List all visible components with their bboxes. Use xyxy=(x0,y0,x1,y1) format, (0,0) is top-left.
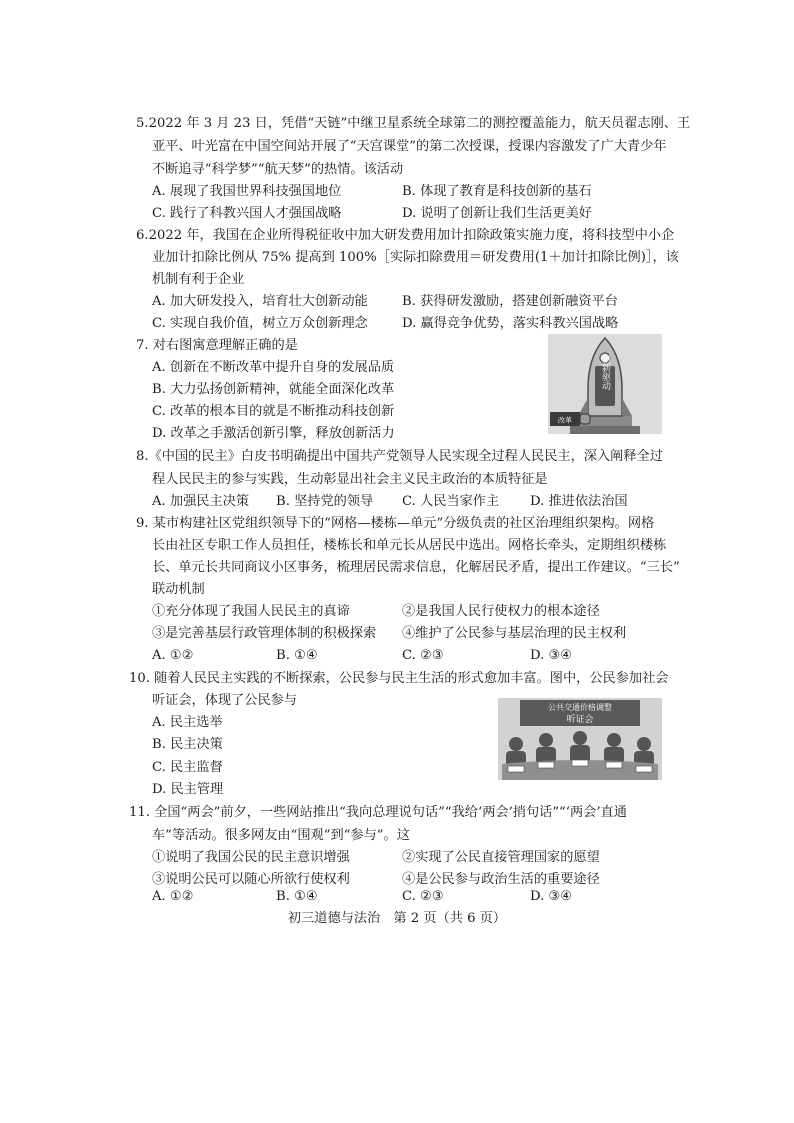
q9-statement-4: ④维护了公民参与基层治理的民主权利 xyxy=(402,626,627,641)
q8-option-b: B. 坚持党的领导 xyxy=(276,494,374,509)
q11-statement-4: ④是公民参与政治生活的重要途径 xyxy=(402,872,600,887)
q8-line-1: 8.《中国的民主》白皮书明确提出中国共产党领导人民实现全过程人民民主，深入阐释全过 xyxy=(136,449,663,464)
q5-line-3: 不断追寻“科学梦”“航天梦”的热情。该活动 xyxy=(152,162,404,177)
rocket-label: 创新驱动 xyxy=(600,354,610,390)
q5-option-b: B. 体现了教育是科技创新的基石 xyxy=(402,184,592,199)
q6-line-1: 6.2022 年，我国在企业所得税征收中加大研发费用加计扣除政策实施力度，将科技型中小企 xyxy=(136,228,675,243)
q9-statement-1: ①充分体现了我国人民民主的真谛 xyxy=(152,604,350,619)
q7-option-a: A. 创新在不断改革中提升自身的发展品质 xyxy=(152,360,395,375)
q7-option-d: D. 改革之手激活创新引擎，释放创新活力 xyxy=(152,426,395,441)
q7-option-c: C. 改革的根本目的就是不断推动科技创新 xyxy=(152,404,395,419)
q8-option-d: D. 推进依法治国 xyxy=(530,494,628,509)
q11-option-d: D. ③④ xyxy=(530,889,573,904)
q6-option-c: C. 实现自我价值，树立万众创新理念 xyxy=(152,316,368,331)
q5-option-c: C. 践行了科教兴国人才强国战略 xyxy=(152,206,342,221)
q11-statement-2: ②实现了公民直接管理国家的愿望 xyxy=(402,850,600,865)
q9-line-1: 9. 某市构建社区党组织领导下的“网格—楼栋—单元”分级负责的社区治理组织架构。网格 xyxy=(136,516,655,531)
q5-option-a: A. 展现了我国世界科技强国地位 xyxy=(152,184,342,199)
q11-line-2: 车”等活动。很多网友由“围观”到“参与”。这 xyxy=(152,828,410,843)
q11-option-b: B. ①④ xyxy=(276,889,318,904)
q9-option-c: C. ②③ xyxy=(402,648,444,663)
q10-line-2: 听证会，体现了公民参与 xyxy=(152,693,298,708)
q6-line-2: 业加计扣除比例从 75% 提高到 100%［实际扣除费用＝研发费用(1＋加计扣除比例)］，该 xyxy=(152,250,679,265)
q9-line-2: 长由社区专职工作人员担任，楼栋长和单元长从居民中选出。网格长牵头，定期组织楼栋 xyxy=(152,538,667,553)
q5-line-1: 5.2022 年 3 月 23 日，凭借“天链”中继卫星系统全球第二的测控覆盖能力，航天员翟志刚、王 xyxy=(136,116,691,131)
q9-line-4: 联动机制 xyxy=(152,582,205,597)
q10-option-a: A. 民主选举 xyxy=(152,715,223,730)
q7-option-b: B. 大力弘扬创新精神，就能全面深化改革 xyxy=(152,382,395,397)
q11-line-1: 11. 全国“两会”前夕，一些网站推出“我向总理说句话”“我给‘两会’捎句话”“‘两会’直通 xyxy=(129,805,627,820)
rocket-illustration xyxy=(548,334,662,434)
q11-option-a: A. ①② xyxy=(152,889,194,904)
q8-option-a: A. 加强民主决策 xyxy=(152,494,250,509)
q6-line-3: 机制有利于企业 xyxy=(152,272,245,287)
q5-line-2: 亚平、叶光富在中国空间站开展了“天宫课堂”的第二次授课，授课内容激发了广大青少年 xyxy=(152,139,667,154)
q9-line-3: 长、单元长共同商议小区事务，梳理居民需求信息，化解居民矛盾，提出工作建议。“三长” xyxy=(152,560,680,575)
q6-option-b: B. 获得研发激励，搭建创新融资平台 xyxy=(402,294,618,309)
q10-option-b: B. 民主决策 xyxy=(152,737,223,752)
q11-statement-3: ③说明公民可以随心所欲行使权利 xyxy=(152,872,350,887)
reform-label: 改革 xyxy=(558,416,572,425)
q10-option-c: C. 民主监督 xyxy=(152,760,223,775)
page-footer: 初三道德与法治 第 2 页（共 6 页） xyxy=(287,911,507,926)
q11-option-c: C. ②③ xyxy=(402,889,444,904)
hearing-banner-top: 公共交通价格调整 xyxy=(548,703,612,712)
q8-option-c: C. 人民当家作主 xyxy=(402,494,500,509)
q6-option-a: A. 加大研发投入，培育壮大创新动能 xyxy=(152,294,368,309)
q7-line-1: 7. 对右图寓意理解正确的是 xyxy=(136,338,298,353)
q8-line-2: 程人民民主的参与实践，生动彰显出社会主义民主政治的本质特征是 xyxy=(152,472,548,487)
hearing-banner-bottom: 听证会 xyxy=(566,715,594,725)
hearing-figure xyxy=(498,698,662,780)
q10-line-1: 10. 随着人民民主实践的不断探索，公民参与民主生活的形式愈加丰富。图中，公民参加社会 xyxy=(129,671,669,686)
q11-statement-1: ①说明了我国公民的民主意识增强 xyxy=(152,850,350,865)
rocket-figure xyxy=(548,334,662,434)
q5-option-d: D. 说明了创新让我们生活更美好 xyxy=(402,206,592,221)
hearing-illustration xyxy=(498,698,662,780)
q10-option-d: D. 民主管理 xyxy=(152,782,224,797)
q9-statement-2: ②是我国人民行使权力的根本途径 xyxy=(402,604,600,619)
q6-option-d: D. 赢得竞争优势，落实科教兴国战略 xyxy=(402,316,619,331)
q9-option-a: A. ①② xyxy=(152,648,194,663)
q9-option-b: B. ①④ xyxy=(276,648,318,663)
q9-option-d: D. ③④ xyxy=(530,648,573,663)
q9-statement-3: ③是完善基层行政管理体制的积极探索 xyxy=(152,626,377,641)
